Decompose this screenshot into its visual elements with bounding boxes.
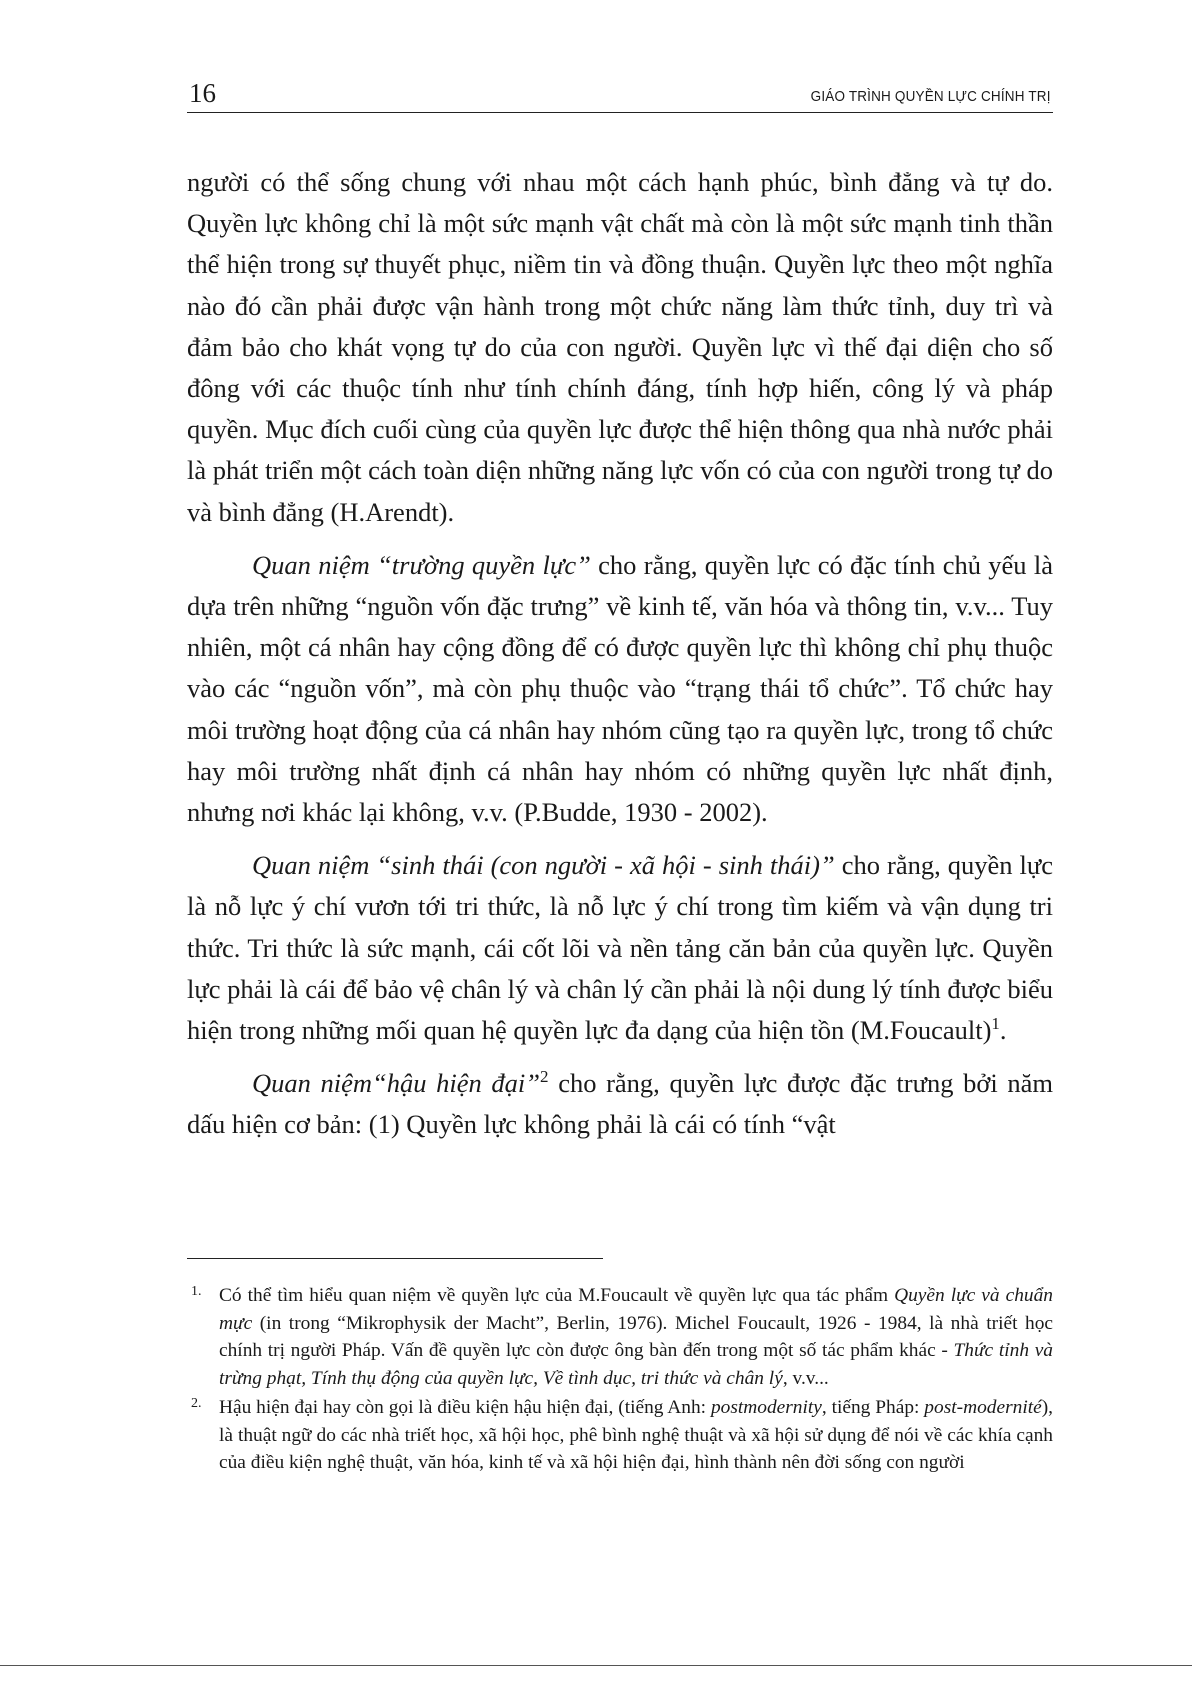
footnote-1-text: Có thể tìm hiểu quan niệm về quyền lực của M.Foucault về quyền lực qua tác phẩm: [219, 1285, 895, 1306]
running-header: [187, 78, 1053, 113]
footnote-1-text-3: , v.v...: [782, 1367, 829, 1389]
footnote-1-text-2: (in trong “Mikrophysik der Macht”, Berlin, 1976). Michel Foucault, 1926 - 1984, là nhà triết học chính trị người Pháp. Vấn đề quyền lực còn được ông bàn đến trong một số tác phẩm khác -: [219, 1312, 1053, 1361]
running-title: GIÁO TRÌNH QUYỀN LỰC CHÍNH TRỊ: [811, 88, 1051, 105]
paragraph-3: [187, 845, 1053, 1051]
page-number: 16: [189, 78, 216, 108]
main-text: [187, 162, 1053, 1158]
footnote-1-mark: 1.: [191, 1284, 202, 1299]
footnote-1: [187, 1282, 1053, 1392]
paragraph-3-text: cho rằng, quyền lực là nỗ lực ý chí vươn tới tri thức, là nỗ lực ý chí trong tìm kiếm và vận dụng tri thức. Tri thức là sức mạnh, cái cốt lõi và nền tảng căn bản của quyền lực. Quyền lực phải là cái để bảo vệ chân lý và chân lý cần phải là nội dung lý tính được biểu hiện trong những mối quan hệ quyền lực đa dạng của hiện tồn (M.Foucault): [187, 850, 1053, 1046]
footnote-2-italic-2: post-modernité: [924, 1397, 1042, 1418]
paragraph-2-text: cho rằng, quyền lực có đặc tính chủ yếu là dựa trên những “nguồn vốn đặc trưng” về kinh tế, văn hóa và thông tin, v.v... Tuy nhiên, một cá nhân hay cộng đồng để có được quyền lực thì không chỉ phụ thuộc vào các “nguồn vốn”, mà còn phụ thuộc vào “trạng thái tổ chức”. Tổ chức hay môi trường hoạt động của cá nhân hay nhóm cũng tạo ra quyền lực, trong tổ chức hay môi trường nhất định cá nhân hay nhóm có những quyền lực nhất định, nhưng nơi khác lại không, v.v. (P.Budde, 1930 - 2002).: [187, 549, 1054, 828]
footnote-2-text-3: ), là thuật ngữ do các nhà triết học, xã hội học, phê bình nghệ thuật và xã hội sử dụng để nói về các khía cạnh của điều kiện nghệ thuật, văn hóa, kinh tế và xã hội hiện đại, hình thành nên đời sống con người: [219, 1397, 1054, 1473]
footnote-2-mark: 2.: [191, 1396, 202, 1411]
footnote-1-italic: Quyền lực và chuẩn mực: [219, 1285, 1053, 1334]
paragraph-3-lead: Quan niệm “sinh thái (con người - xã hội - sinh thái)”: [252, 850, 835, 881]
footnote-divider: [187, 1258, 603, 1259]
footnote-ref-1[interactable]: 1: [991, 1014, 1000, 1034]
paragraph-4: [187, 1063, 1053, 1145]
footnote-2-text-2: , tiếng Pháp:: [821, 1397, 925, 1418]
paragraph-2: [187, 545, 1053, 833]
footnote-2-italic: postmodernity: [710, 1397, 822, 1418]
paragraph-3-end: .: [999, 1015, 1007, 1046]
footnote-ref-2[interactable]: 2: [540, 1067, 549, 1087]
scan-edge-line: [0, 1665, 1192, 1666]
footnote-1-italic-2: Thức tỉnh và trừng phạt, Tính thụ động của quyền lực, Về tình dục, tri thức và chân lý: [219, 1340, 1053, 1389]
footnotes: [187, 1282, 1053, 1479]
paragraph-4-lead: Quan niệm“hậu hiện đại”: [252, 1068, 541, 1099]
paragraph-1: người có thể sống chung với nhau một cách hạnh phúc, bình đẳng và tự do. Quyền lực không chỉ là một sức mạnh vật chất mà còn là một sức mạnh tinh thần thể hiện trong sự thuyết phục, niềm tin và đồng thuận. Quyền lực theo một nghĩa nào đó cần phải được vận hành trong một chức năng làm thức tỉnh, duy trì và đảm bảo cho khát vọng tự do của con người. Quyền lực vì thế đại diện cho số đông với các thuộc tính như tính chính đáng, tính hợp hiến, công lý và pháp quyền. Mục đích cuối cùng của quyền lực được thể hiện thông qua nhà nước phải là phát triển một cách toàn diện những năng lực vốn có của con người trong tự do và bình đẳng (H.Arendt).: [187, 167, 1053, 527]
footnote-2-text: Hậu hiện đại hay còn gọi là điều kiện hậu hiện đại, (tiếng Anh:: [219, 1397, 711, 1418]
footnote-2: [187, 1394, 1053, 1477]
paragraph-4-text: cho rằng, quyền lực được đặc trưng bởi năm dấu hiện cơ bản: (1) Quyền lực không phải là cái có tính “vật: [187, 1068, 1053, 1140]
paragraph-2-lead: Quan niệm “trường quyền lực”: [252, 549, 591, 580]
